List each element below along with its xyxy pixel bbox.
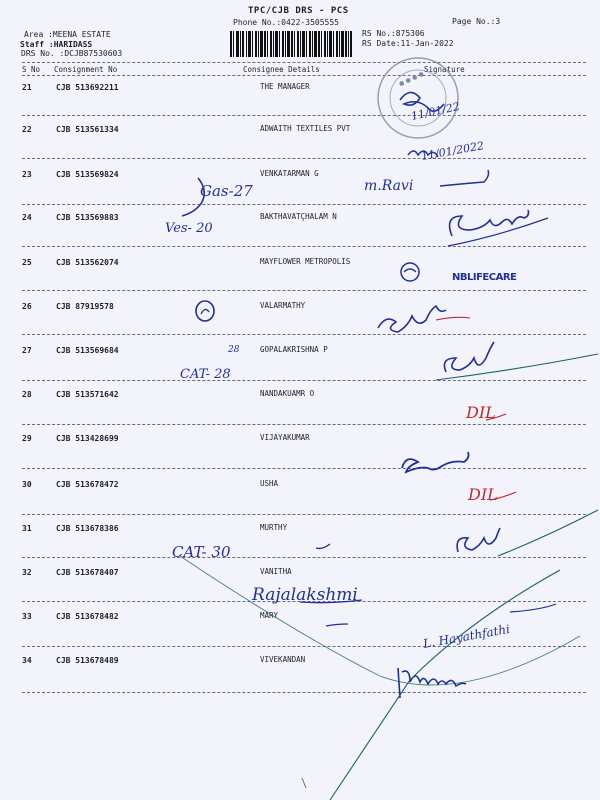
row-consignment-number: CJB 513678472 [56,480,119,489]
signature-26-tail [436,317,470,320]
signature-26-mark [196,301,214,321]
row-divider [22,115,586,116]
row-consignment-number: CJB 513678482 [56,612,119,621]
row-consignee-name: VALARMATHY [260,301,306,310]
signature-27-stroke [436,354,598,380]
row-consignee-name: USHA [260,479,279,488]
row-sno: 33 [22,612,32,621]
row-sno: 22 [22,125,32,134]
row-divider [22,514,586,515]
row-sno: 26 [22,302,32,311]
row-consignment-number: CJB 513678407 [56,568,119,577]
header-top-divider [22,62,586,63]
signature-27 [444,342,494,372]
barcode [230,31,352,57]
handwritten-note-27: CAT- 28 [180,367,231,382]
row-sno: 28 [22,390,32,399]
row-divider [22,557,586,558]
area-label: Area :MEENA ESTATE [24,30,111,39]
signature-34 [398,668,466,698]
row-sno: 32 [22,568,32,577]
row-consignment-number: CJB 513569883 [56,213,119,222]
column-header-signature: Signature [424,65,465,74]
row-consignment-number: CJB 513428699 [56,434,119,443]
row-consignee-name: VANITHA [260,567,292,576]
phone-number: Phone No.:0422-3505555 [233,18,339,27]
handwritten-date-mark: 11/01/22 [409,99,461,123]
signature-32: Rajalakshmi [252,585,358,605]
row-sno: 23 [22,170,32,179]
row-consignment-number: CJB 513571642 [56,390,119,399]
row-sno: 24 [22,213,32,222]
row-sno: 31 [22,524,32,533]
row-consignment-number: CJB 513561334 [56,125,119,134]
handwritten-note-31: CAT- 30 [172,543,231,561]
row-divider [22,204,586,205]
handwritten-note-27-small: 28 [228,345,240,355]
signature-24 [450,210,529,236]
column-header-consignment: Consignment No [54,65,118,74]
row-consignee-name: MAYFLOWER METROPOLIS [260,257,351,266]
row-consignment-number: CJB 513562074 [56,258,119,267]
signature-30-underline [490,492,516,500]
row-consignee-name: ADWAITH TEXTILES PVT [260,124,351,133]
row-consignee-name: MURTHY [260,523,288,532]
handwritten-date-22: 11/01/2022 [420,139,485,163]
signature-29 [402,452,469,472]
note-31-dash [316,544,330,549]
row-consignee-name: BAKTHAVATÇHALAM N [260,212,337,221]
column-header-consignee: Consignee Details [243,65,320,74]
rs-number: RS No.:875306 [362,29,425,38]
page-tick [302,778,306,788]
svg-text:● ● ● ●: ● ● ● ● [397,70,426,88]
row-consignee-name: NANDAKUAMR O [260,389,315,398]
drs-number: DRS No. :DCJB87530603 [21,49,123,58]
handwritten-note-23: Gas-27 [200,182,253,200]
row-divider [22,334,586,335]
signature-28-underline [486,414,506,420]
row-sno: 29 [22,434,32,443]
signature-21 [400,92,444,111]
row-sno: 30 [22,480,32,489]
row-divider [22,468,586,469]
row-consignee-name: THE MANAGER [260,82,310,91]
signature-23: m.Ravi [364,178,414,194]
row-consignee-name: MARY [260,611,279,620]
signature-31 [457,528,500,552]
row-divider [22,290,586,291]
signature-31-stroke [498,510,598,556]
signature-28: DIL [466,403,496,422]
signature-24-underline [448,218,548,246]
row-divider [22,380,586,381]
row-divider [22,601,586,602]
row-consignee-name: VENKATARMAN G [260,169,319,178]
row-consignee-name: GOPALAKRISHNA P [260,345,328,354]
row-consignee-name: VIVEKANDAN [260,655,306,664]
row-divider [22,246,586,247]
signature-25 [401,263,517,283]
signature-25-text: NBLIFECARE [452,272,517,283]
rs-date: RS Date:11-Jan-2022 [362,39,454,48]
staff-label: Staff :HARIDASS [20,40,93,49]
page-number: Page No.:3 [452,17,501,26]
signature-22-initials [408,151,438,157]
signature-34-stroke [330,570,560,800]
header-bottom-divider [22,75,586,76]
signature-26 [378,306,446,332]
document-title: TPC/CJB DRS - PCS [248,6,349,16]
signature-23-flourish [440,170,489,186]
row-consignment-number: CJB 513692211 [56,83,119,92]
row-divider [22,158,586,159]
row-divider [22,646,586,647]
row-divider [22,692,586,693]
row-consignment-number: CJB 513678386 [56,524,119,533]
row-consignee-name: VIJAYAKUMAR [260,433,310,442]
signature-30: DIL [468,485,498,504]
row-divider [22,424,586,425]
row-consignment-number: CJB 87919578 [56,302,114,311]
handwritten-note-24: Ves- 20 [165,221,213,236]
row-sno: 27 [22,346,32,355]
row-sno: 25 [22,258,32,267]
row-sno: 21 [22,83,32,92]
row-consignment-number: CJB 513569824 [56,170,119,179]
row-consignment-number: CJB 513678489 [56,656,119,665]
note-23-stroke [182,178,204,216]
page-scratch-line [180,556,580,685]
dash-33 [326,624,348,626]
signature-33: L. Hayathfathi [422,621,511,651]
row-consignment-number: CJB 513569684 [56,346,119,355]
signature-33-stroke [510,604,556,612]
row-sno: 34 [22,656,32,665]
column-header-sno: S No [22,65,41,74]
